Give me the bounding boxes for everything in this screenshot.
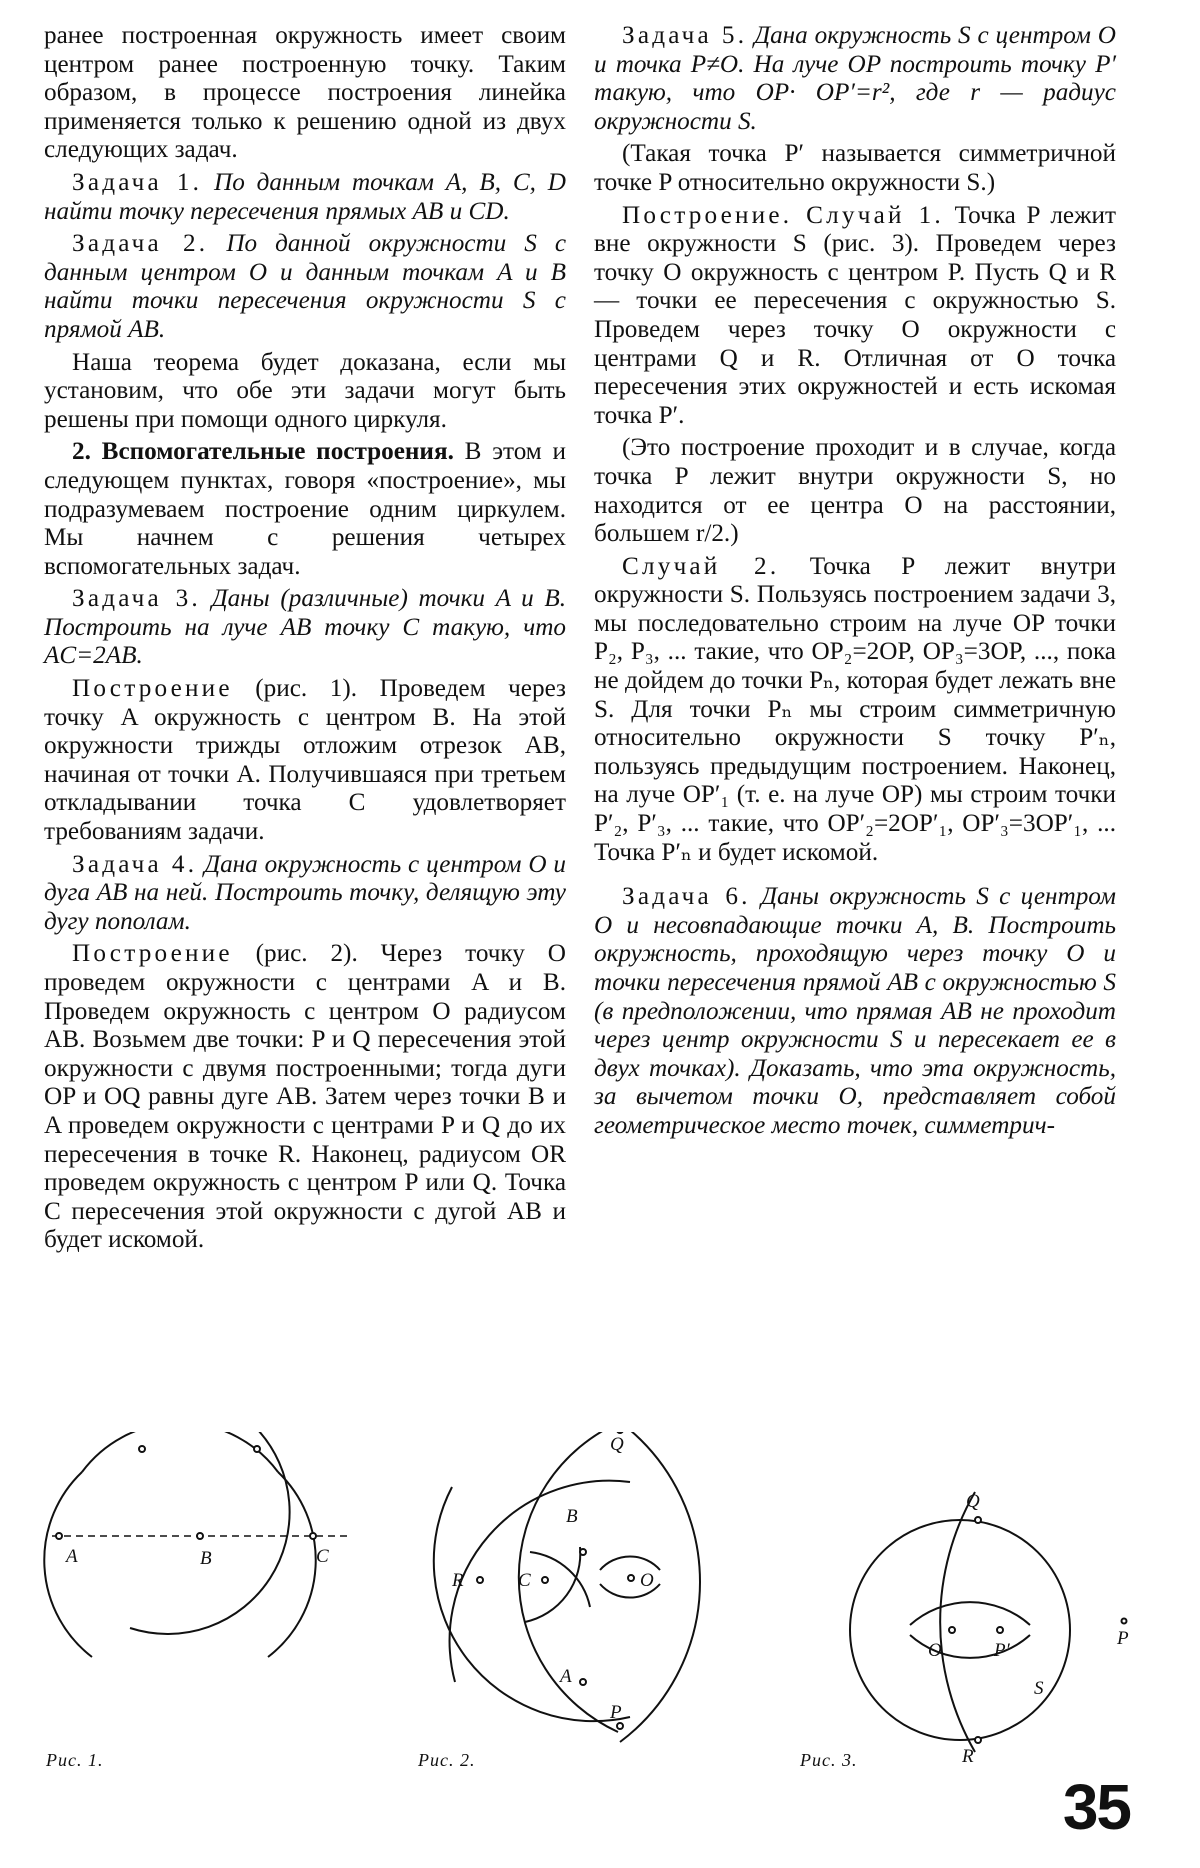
fig2-arc-big xyxy=(620,1432,700,1742)
task-2-text: По данной окружности S с данным центром O и данным точкам A и B найти точки пересечения окружности S с прямой AB. xyxy=(44,230,567,343)
construction-5-label: Построение. Случай 1. xyxy=(622,201,944,229)
fig1-arc-right xyxy=(268,1472,316,1657)
task-1-text: По данным точкам A, B, C, D найти точку пересечения прямых AB и CD. xyxy=(44,168,566,225)
fig2-point-a xyxy=(580,1679,586,1685)
task-6-label: Задача 6. xyxy=(622,883,751,911)
fig2-label-c: C xyxy=(518,1570,531,1591)
task-3-text: Даны (различные) точки A и B. Построить на луче AB точку C такую, что AC=2AB. xyxy=(44,585,567,670)
construction-5-case-1 xyxy=(594,202,1116,431)
task-2 xyxy=(44,230,566,344)
task-5-label: Задача 5. xyxy=(622,22,748,49)
fig3-label-q: Q xyxy=(966,1491,980,1512)
fig1-point-1 xyxy=(139,1446,145,1452)
fig2-point-c xyxy=(542,1577,548,1583)
construction-3 xyxy=(44,675,566,847)
task-4-label: Задача 4. xyxy=(72,850,198,878)
construction-4-label: Построение xyxy=(72,940,233,968)
construction-4-text: (рис. 2). Через точку O проведем окружности с центрами A и B. Проведем окружность с центром O радиусом AB. Возьмем две точки: P и Q пересечения этой окружности с двумя построенными; тогда дуги OP и OQ равны дуге AB. Затем через точки B и A проведем окружности с центрами P и Q до их пересечения в точке R. Наконец, радиусом OR проведем окружность с центром P или Q. Точка C пересечения этой окружности с дугой AB и будет искомой. xyxy=(44,940,566,1254)
task-5 xyxy=(594,22,1116,136)
fig3-label-r: R xyxy=(962,1746,974,1767)
fig1-point-b xyxy=(197,1533,203,1539)
fig2-label-q: Q xyxy=(610,1434,624,1455)
fig1-label-c: C xyxy=(316,1546,329,1567)
task-4-text: Дана окружность с центром O и дуга AB на ней. Построить точку, делящую эту дугу пополам. xyxy=(44,850,566,935)
fig2-arc-ra xyxy=(434,1487,630,1721)
fig2-point-p xyxy=(617,1723,623,1729)
case-2-label: Случай 2. xyxy=(622,552,780,580)
task-6 xyxy=(594,883,1116,1140)
paragraph-theorem: Наша теорема будет доказана, если мы установим, что обе эти задачи могут быть решены при помощи одного циркуля. xyxy=(44,348,566,433)
fig2-label-p: P xyxy=(610,1702,622,1723)
construction-5-text: Точка P лежит вне окружности S (рис. 3). Проведем через точку O окружность с центром P. Пусть Q и R — точки ее пересечения с окружностью S. Проведем через точку O окружности с центрами Q и R. Отличная от O точка пересечения этих окружностей и есть искомая точка P′. xyxy=(594,201,1116,429)
construction-4 xyxy=(44,940,566,1255)
fig1-caption: Рис. 1. xyxy=(46,1750,104,1770)
fig1-arc-top xyxy=(82,1432,278,1472)
construction-3-text: (рис. 1). Проведем через точку A окружность с центром B. На этой окружности трижды отложим отрезок AB, начиная от точки A. Получившаяся при третьем откладывании точка C удовлетворяет требованиям задачи. xyxy=(44,675,567,846)
task-1 xyxy=(44,169,566,226)
fig3-label-p: P xyxy=(1117,1628,1129,1649)
case-2-text: Точка P лежит внутри окружности S. Пользуясь построением задачи 3, мы последовательно строим на луче OP точки P₂, P₃, ... такие, что OP₂=2OP, OP₃=3OP, ..., пока не дойдем до точки Pₙ, которая будет лежать вне S. Для точки Pₙ мы строим симметричную относительно окружности S точку P′ₙ, пользуясь предыдущим построением. Наконец, на луче OP′₁ (т. е. на луче OP) мы строим точки P′₂, P′₃, ... такие, что OP′₂=2OP′₁, OP′₃=3OP′₁, ... Точка P′ₙ и будет искомой. xyxy=(594,552,1117,866)
figure-3 xyxy=(850,1492,1127,1752)
fig3-label-p-prime: P′ xyxy=(994,1640,1010,1661)
fig2-label-o: O xyxy=(640,1570,654,1591)
paragraph-case-note: (Это построение проходит и в случае, когда точка P лежит внутри окружности S, но находится от ее центра O на расстоянии, большем r/2.) xyxy=(594,434,1116,548)
fig1-label-b: B xyxy=(200,1548,212,1569)
paragraph-intro: ранее построенная окружность имеет своим центром ранее построенную точку. Таким образом, в процессе построения линейка применяется только к решению одной из двух следующих задач. xyxy=(44,22,566,164)
page-number: 35 xyxy=(1062,1771,1130,1843)
fig2-caption: Рис. 2. xyxy=(418,1750,476,1770)
fig3-label-o: O xyxy=(928,1640,942,1661)
left-column xyxy=(44,22,566,1255)
figures-panel xyxy=(0,1432,1200,1777)
fig2-label-a: A xyxy=(560,1666,572,1687)
construction-5-case-2 xyxy=(594,553,1116,868)
task-4 xyxy=(44,851,566,937)
fig1-point-c xyxy=(310,1533,316,1539)
fig1-arc-c xyxy=(130,1432,290,1634)
fig3-point-p xyxy=(1122,1619,1127,1624)
fig2-point-r xyxy=(477,1577,483,1583)
fig3-caption: Рис. 3. xyxy=(800,1750,858,1770)
fig1-label-a: A xyxy=(66,1546,78,1567)
fig2-point-o xyxy=(628,1575,634,1581)
fig2-arc-o1 xyxy=(600,1556,660,1570)
fig2-label-b: B xyxy=(566,1506,578,1527)
fig2-point-q xyxy=(617,1432,623,1433)
figure-2 xyxy=(434,1432,700,1742)
task-2-label: Задача 2. xyxy=(72,230,209,258)
fig2-label-r: R xyxy=(452,1570,464,1591)
fig1-point-2 xyxy=(254,1446,260,1452)
fig3-point-r xyxy=(975,1737,981,1743)
fig2-point-b xyxy=(580,1549,586,1555)
fig3-point-o xyxy=(949,1627,955,1633)
section-2-title: 2. Вспомогательные построения. xyxy=(72,438,454,466)
section-2 xyxy=(44,438,566,581)
right-column xyxy=(594,22,1116,1141)
paragraph-symmetric-point: (Такая точка P′ называется симметричной точке P относительно окружности S.) xyxy=(594,140,1116,196)
figure-1 xyxy=(44,1432,350,1657)
fig3-label-s: S xyxy=(1034,1678,1044,1699)
task-3-label: Задача 3. xyxy=(72,585,201,613)
fig3-arc-q xyxy=(910,1602,1030,1625)
fig3-circle-s xyxy=(850,1520,1070,1740)
task-1-label: Задача 1. xyxy=(72,168,203,196)
task-5-text: Дана окружность S с центром O и точка P≠O. На луче OP построить точку P′ такую, что OP· OP′=r², где r — радиус окружности S. xyxy=(594,22,1116,135)
fig1-point-a xyxy=(56,1533,62,1539)
task-6-text: Даны окружность S с центром O и несовпадающие точки A, B. Построить окружность, проходящую через точку O и точки пересечения прямой AB с окружностью S (в предположении, что прямая AB не проходит через центр окружности S и пересекает ее в двух точках). Доказать, что эта окружность, за вычетом точки O, представляет собой геометрическое место точек, симметрич- xyxy=(594,883,1117,1139)
fig2-arc-inner xyxy=(519,1432,620,1732)
task-3 xyxy=(44,585,566,671)
construction-3-label: Построение xyxy=(72,675,233,703)
fig3-point-p-prime xyxy=(997,1627,1003,1633)
section-2-text: В этом и следующем пунктах, говоря «построение», мы подразумеваем построение одним циркулем. Мы начнем с решения четырех вспомогательных задач. xyxy=(44,438,566,580)
fig3-arc-p xyxy=(940,1492,975,1752)
fig3-point-q xyxy=(975,1517,981,1523)
